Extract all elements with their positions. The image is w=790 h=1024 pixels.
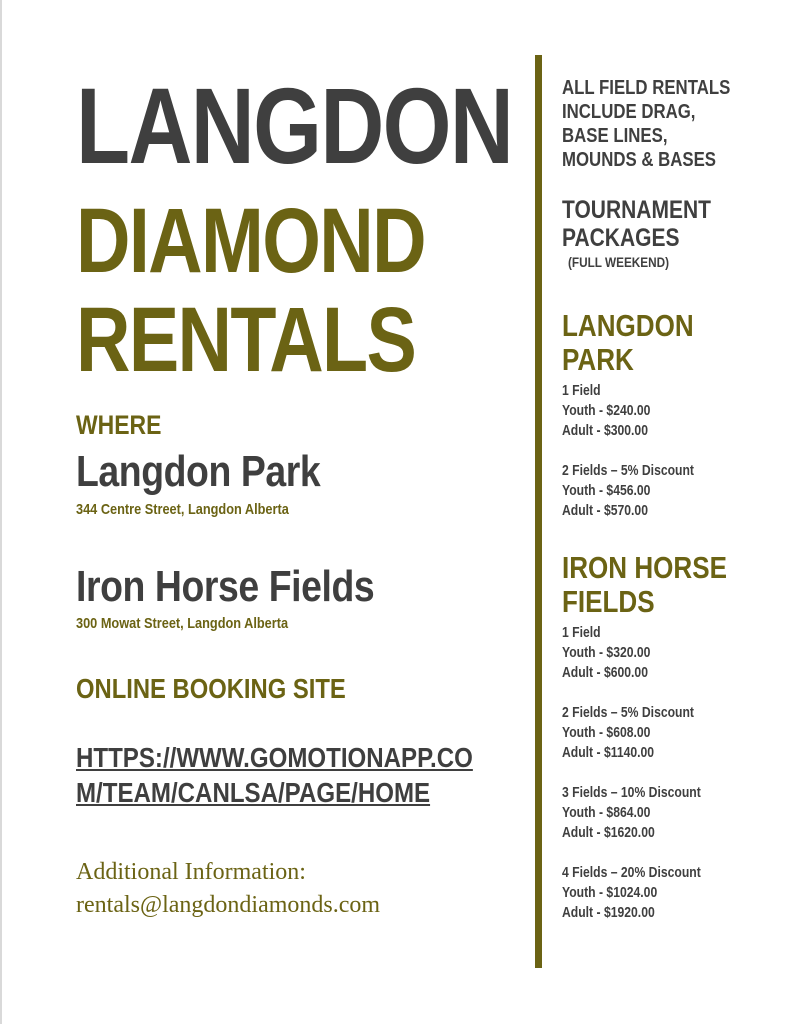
additional-info: [76, 856, 380, 922]
venue-title-line: FIELDS: [562, 584, 655, 619]
rental-notice-line: MOUNDS & BASES: [562, 149, 717, 171]
price-group-heading: 4 Fields – 20% Discount: [562, 865, 701, 881]
tournament-packages-heading: [562, 196, 739, 272]
rental-notice: [562, 76, 762, 172]
packages-title-line: PACKAGES: [562, 224, 680, 252]
adult-price: Adult - $600.00: [562, 665, 648, 681]
price-group: [562, 783, 758, 843]
packages-title-line: TOURNAMENT: [562, 196, 711, 224]
price-group-heading: 1 Field: [562, 625, 601, 641]
youth-price: Youth - $240.00: [562, 403, 651, 419]
adult-price: Adult - $1920.00: [562, 905, 655, 921]
adult-price: Adult - $1620.00: [562, 825, 655, 841]
price-group-heading: 3 Fields – 10% Discount: [562, 785, 701, 801]
venue-iron-horse-fields: [562, 551, 758, 923]
venue-title-line: PARK: [562, 342, 634, 377]
location-address-iron-horse-fields: 300 Mowat Street, Langdon Alberta: [76, 615, 289, 632]
venue-langdon-park: [562, 309, 719, 521]
booking-label: ONLINE BOOKING SITE: [76, 673, 346, 704]
rental-notice-line: BASE LINES,: [562, 125, 668, 147]
title-line-2: DIAMOND: [76, 190, 425, 292]
youth-price: Youth - $608.00: [562, 725, 651, 741]
youth-price: Youth - $456.00: [562, 483, 651, 499]
price-group: [562, 863, 758, 923]
title-line-1: LANGDON: [76, 65, 513, 186]
youth-price: Youth - $320.00: [562, 645, 651, 661]
price-group: [562, 623, 758, 683]
column-divider: [535, 55, 542, 968]
location-address-langdon-park: 344 Centre Street, Langdon Alberta: [76, 501, 289, 518]
price-group: [562, 381, 719, 441]
youth-price: Youth - $864.00: [562, 805, 651, 821]
price-group: [562, 461, 719, 521]
where-label: WHERE: [76, 410, 162, 440]
packages-note: (FULL WEEKEND): [568, 254, 670, 270]
booking-url-link[interactable]: HTTPS://WWW.GOMOTIONAPP.COM/TEAM/CANLSA/PAGE/HOME: [76, 742, 473, 808]
contact-email-link[interactable]: rentals@langdondiamonds.com: [76, 892, 381, 918]
adult-price: Adult - $1140.00: [562, 745, 655, 761]
youth-price: Youth - $1024.00: [562, 885, 658, 901]
left-column: [76, 65, 521, 918]
venue-title-line: LANGDON: [562, 308, 694, 343]
location-name-langdon-park: Langdon Park: [76, 447, 321, 496]
adult-price: Adult - $300.00: [562, 423, 648, 439]
price-group-heading: 2 Fields – 5% Discount: [562, 705, 694, 721]
rental-notice-line: INCLUDE DRAG,: [562, 101, 696, 123]
additional-info-label: Additional Information:: [76, 859, 306, 885]
title-line-3: RENTALS: [76, 289, 416, 391]
venue-title-line: IRON HORSE: [562, 550, 727, 585]
adult-price: Adult - $570.00: [562, 503, 648, 519]
rental-notice-line: ALL FIELD RENTALS: [562, 77, 731, 99]
page-edge: [0, 0, 2, 1024]
price-group: [562, 703, 758, 763]
price-group-heading: 2 Fields – 5% Discount: [562, 463, 694, 479]
price-group-heading: 1 Field: [562, 383, 601, 399]
location-name-iron-horse-fields: Iron Horse Fields: [76, 562, 375, 611]
